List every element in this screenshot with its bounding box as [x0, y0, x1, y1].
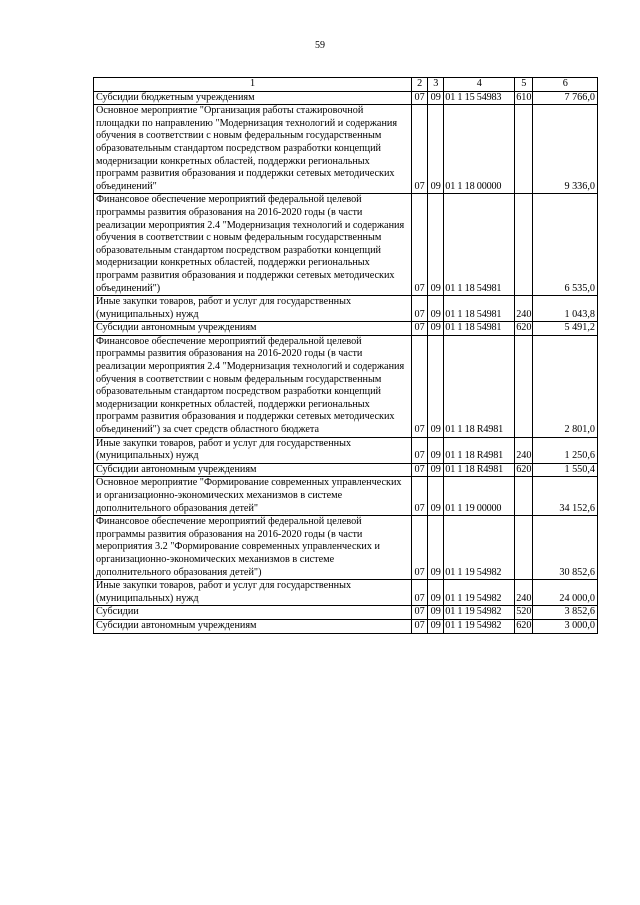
row-section-cell: 07	[412, 606, 428, 620]
row-expense-type-cell: 620	[515, 619, 533, 633]
page-number: 59	[315, 40, 325, 51]
row-target-article-cell: 01 1 19 54982	[444, 580, 515, 606]
row-section-cell: 07	[412, 322, 428, 336]
row-target-article-cell: 01 1 18 R4981	[444, 335, 515, 437]
row-name-cell: Финансовое обеспечение мероприятий федеральной целевой программы развития образования на 2016-2020 годы (в части мероприятия 3.2 "Формирование современных управленческих и организационно-экономических механизмов в системе дополнительного образования детей")	[94, 516, 412, 580]
row-name-cell: Субсидии автономным учреждениям	[94, 619, 412, 633]
row-section-cell: 07	[412, 105, 428, 194]
row-name-cell: Иные закупки товаров, работ и услуг для государственных (муниципальных) нужд	[94, 580, 412, 606]
row-expense-type-cell	[515, 516, 533, 580]
row-target-article-cell: 01 1 19 54982	[444, 606, 515, 620]
row-section-cell: 07	[412, 91, 428, 105]
row-section-cell: 07	[412, 477, 428, 516]
row-name-cell: Основное мероприятие "Формирование современных управленческих и организационно-экономических механизмов в системе дополнительного образования детей"	[94, 477, 412, 516]
row-subsection-cell: 09	[428, 91, 444, 105]
table-row	[94, 91, 598, 105]
table-row	[94, 437, 598, 463]
row-target-article-cell: 01 1 18 R4981	[444, 463, 515, 477]
row-name-cell: Финансовое обеспечение мероприятий федеральной целевой программы развития образования на 2016-2020 годы (в части реализации мероприятия 2.4 "Модернизация технологий и содержания обучения в соответствии с новым федеральным государственным образовательным стандартом посредством разработки концепций модернизации конкретных областей, поддержки региональных программ развития образования и поддержки сетевых методических объединений")	[94, 194, 412, 296]
row-expense-type-cell: 240	[515, 437, 533, 463]
header-col-2: 2	[412, 78, 428, 92]
row-subsection-cell: 09	[428, 606, 444, 620]
header-col-3: 3	[428, 78, 444, 92]
row-amount-cell: 34 152,6	[533, 477, 598, 516]
table-body	[94, 91, 598, 633]
row-target-article-cell: 01 1 19 54982	[444, 619, 515, 633]
row-amount-cell: 1 550,4	[533, 463, 598, 477]
row-amount-cell: 1 043,8	[533, 296, 598, 322]
row-section-cell: 07	[412, 463, 428, 477]
row-section-cell: 07	[412, 580, 428, 606]
row-subsection-cell: 09	[428, 437, 444, 463]
row-expense-type-cell: 610	[515, 91, 533, 105]
row-name-cell: Иные закупки товаров, работ и услуг для государственных (муниципальных) нужд	[94, 437, 412, 463]
row-amount-cell: 1 250,6	[533, 437, 598, 463]
row-target-article-cell: 01 1 18 54981	[444, 322, 515, 336]
row-expense-type-cell: 240	[515, 296, 533, 322]
row-name-cell: Субсидии бюджетным учреждениям	[94, 91, 412, 105]
row-expense-type-cell: 240	[515, 580, 533, 606]
table-row	[94, 335, 598, 437]
row-section-cell: 07	[412, 437, 428, 463]
row-target-article-cell: 01 1 18 54981	[444, 194, 515, 296]
row-expense-type-cell: 620	[515, 463, 533, 477]
row-target-article-cell: 01 1 18 54981	[444, 296, 515, 322]
row-amount-cell: 7 766,0	[533, 91, 598, 105]
row-subsection-cell: 09	[428, 516, 444, 580]
table-row	[94, 105, 598, 194]
row-name-cell: Основное мероприятие "Организация работы стажировочной площадки по направлению "Модернизация технологий и содержания обучения в соответствии с новым федеральным государственным образовательным стандартом посредством разработки концепций модернизации конкретных областей, поддержки региональных программ развития образования и поддержки сетевых методических объединений"	[94, 105, 412, 194]
table-row	[94, 194, 598, 296]
row-section-cell: 07	[412, 619, 428, 633]
table-row	[94, 463, 598, 477]
row-target-article-cell: 01 1 18 R4981	[444, 437, 515, 463]
budget-table	[93, 77, 598, 634]
table-row	[94, 296, 598, 322]
header-col-6: 6	[533, 78, 598, 92]
row-amount-cell: 3 852,6	[533, 606, 598, 620]
row-name-cell: Субсидии	[94, 606, 412, 620]
table-row	[94, 606, 598, 620]
row-expense-type-cell: 520	[515, 606, 533, 620]
row-subsection-cell: 09	[428, 194, 444, 296]
row-subsection-cell: 09	[428, 105, 444, 194]
header-row	[94, 78, 598, 92]
row-target-article-cell: 01 1 19 54982	[444, 516, 515, 580]
row-target-article-cell: 01 1 15 54983	[444, 91, 515, 105]
table-row	[94, 516, 598, 580]
row-subsection-cell: 09	[428, 322, 444, 336]
row-amount-cell: 9 336,0	[533, 105, 598, 194]
row-target-article-cell: 01 1 19 00000	[444, 477, 515, 516]
table-row	[94, 322, 598, 336]
row-amount-cell: 2 801,0	[533, 335, 598, 437]
row-subsection-cell: 09	[428, 335, 444, 437]
row-expense-type-cell	[515, 194, 533, 296]
row-amount-cell: 30 852,6	[533, 516, 598, 580]
row-section-cell: 07	[412, 516, 428, 580]
row-amount-cell: 6 535,0	[533, 194, 598, 296]
row-name-cell: Субсидии автономным учреждениям	[94, 463, 412, 477]
row-section-cell: 07	[412, 296, 428, 322]
row-expense-type-cell	[515, 335, 533, 437]
row-subsection-cell: 09	[428, 296, 444, 322]
table-row	[94, 477, 598, 516]
row-section-cell: 07	[412, 335, 428, 437]
row-name-cell: Финансовое обеспечение мероприятий федеральной целевой программы развития образования на 2016-2020 годы (в части реализации мероприятия 2.4 "Модернизация технологий и содержания обучения в соответствии с новым федеральным государственным образовательным стандартом посредством разработки концепций модернизации конкретных областей, поддержки региональных программ развития образования и поддержки сетевых методических объединений") за счет средств областного бюджета	[94, 335, 412, 437]
row-name-cell: Субсидии автономным учреждениям	[94, 322, 412, 336]
row-section-cell: 07	[412, 194, 428, 296]
row-subsection-cell: 09	[428, 463, 444, 477]
row-expense-type-cell: 620	[515, 322, 533, 336]
row-amount-cell: 5 491,2	[533, 322, 598, 336]
row-subsection-cell: 09	[428, 619, 444, 633]
row-expense-type-cell	[515, 477, 533, 516]
row-subsection-cell: 09	[428, 477, 444, 516]
table-row	[94, 580, 598, 606]
row-target-article-cell: 01 1 18 00000	[444, 105, 515, 194]
header-col-1: 1	[94, 78, 412, 92]
header-col-5: 5	[515, 78, 533, 92]
row-amount-cell: 24 000,0	[533, 580, 598, 606]
table-row	[94, 619, 598, 633]
row-expense-type-cell	[515, 105, 533, 194]
row-amount-cell: 3 000,0	[533, 619, 598, 633]
row-subsection-cell: 09	[428, 580, 444, 606]
header-col-4: 4	[444, 78, 515, 92]
row-name-cell: Иные закупки товаров, работ и услуг для государственных (муниципальных) нужд	[94, 296, 412, 322]
